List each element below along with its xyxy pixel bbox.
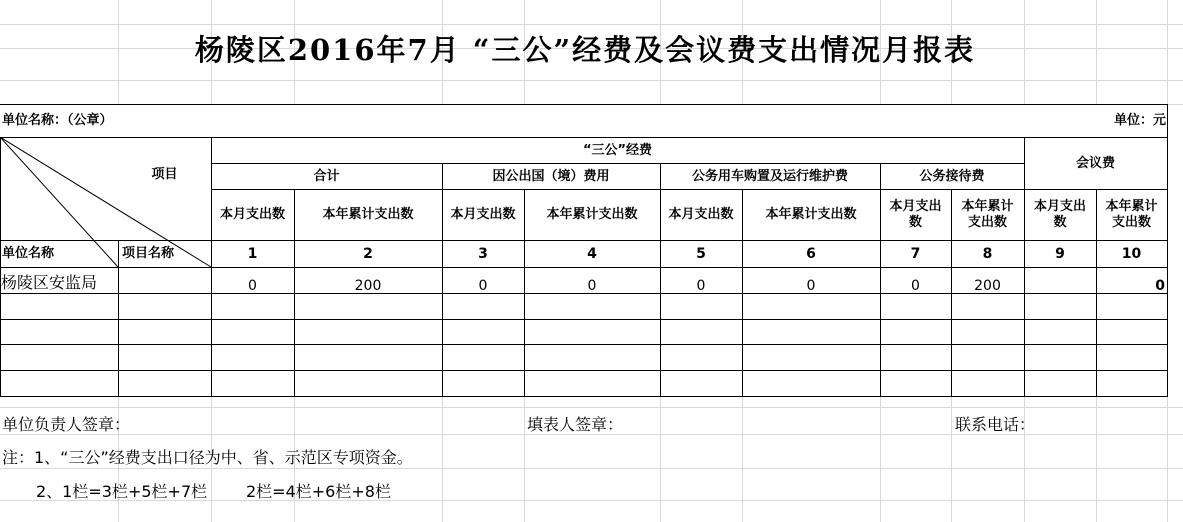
value-cell[interactable]: 0 (806, 278, 816, 294)
filler-signature-label: 填表人签章： (527, 415, 624, 434)
col-number: 2 (363, 246, 373, 262)
col-yearly-10: 本年累计 支出数 (1105, 199, 1158, 230)
meeting-header: 会议费 (1075, 155, 1115, 171)
col-monthly-9: 本月支出 数 (1033, 199, 1086, 230)
col-yearly-8: 本年累计 支出数 (961, 199, 1014, 230)
unit-name-label: 单位名称：（公章） (2, 113, 113, 128)
reception-header: 公务接待费 (919, 168, 985, 184)
value-cell[interactable] (1024, 273, 1096, 299)
col-monthly-7: 本月支出 数 (889, 199, 942, 230)
sangong-header: “三公”经费 (582, 142, 653, 158)
note-2b: 2栏=4栏+6栏+8栏 (246, 482, 391, 501)
value-cell[interactable]: 0 (696, 278, 706, 294)
value-cell[interactable]: 0 (587, 278, 597, 294)
col-monthly-1: 本月支出数 (219, 207, 285, 222)
col-number: 9 (1055, 246, 1065, 262)
value-cell[interactable]: 0 (478, 278, 488, 294)
col-number: 7 (910, 246, 921, 262)
phone-label: 联系电话： (955, 415, 1036, 434)
unit-name-cell[interactable]: 杨陵区安监局 (1, 272, 98, 292)
page-title: 杨陵区2016年7月 “三公”经费及会议费支出情况月报表 (194, 33, 976, 67)
principal-signature-label: 单位负责人签章： (2, 415, 131, 434)
col-number: 6 (806, 246, 816, 262)
col-number: 8 (982, 246, 993, 262)
vehicle-header: 公务用车购置及运行维护费 (691, 168, 848, 184)
item-header: 项目 (151, 167, 178, 182)
item-name-header: 项目名称 (122, 246, 175, 261)
abroad-header: 因公出国（境）费用 (492, 168, 610, 184)
col-monthly-5: 本月支出数 (668, 207, 734, 222)
col-number: 4 (587, 246, 597, 262)
unit-name-header: 单位名称 (2, 246, 55, 261)
value-cell[interactable]: 0 (911, 278, 920, 294)
col-number: 1 (247, 246, 258, 262)
value-cell[interactable]: 200 (354, 278, 382, 294)
unit-label: 单位：元 (1113, 113, 1166, 128)
total-header: 合计 (313, 168, 340, 184)
value-cell[interactable]: 0 (1155, 278, 1165, 294)
col-number: 5 (696, 246, 706, 262)
col-number: 10 (1121, 246, 1142, 262)
col-yearly-6: 本年累计支出数 (765, 207, 857, 222)
col-yearly-4: 本年累计支出数 (546, 207, 638, 222)
col-yearly-2: 本年累计支出数 (322, 207, 414, 222)
note-1: 注：1、“三公”经费支出口径为中、省、示范区专项资金。 (2, 448, 413, 467)
col-number: 3 (478, 246, 488, 262)
col-monthly-3: 本月支出数 (450, 207, 516, 222)
value-cell[interactable]: 200 (974, 278, 1001, 294)
note-2a: 2、1栏=3栏+5栏+7栏 (36, 482, 208, 501)
value-cell[interactable]: 0 (248, 278, 257, 294)
